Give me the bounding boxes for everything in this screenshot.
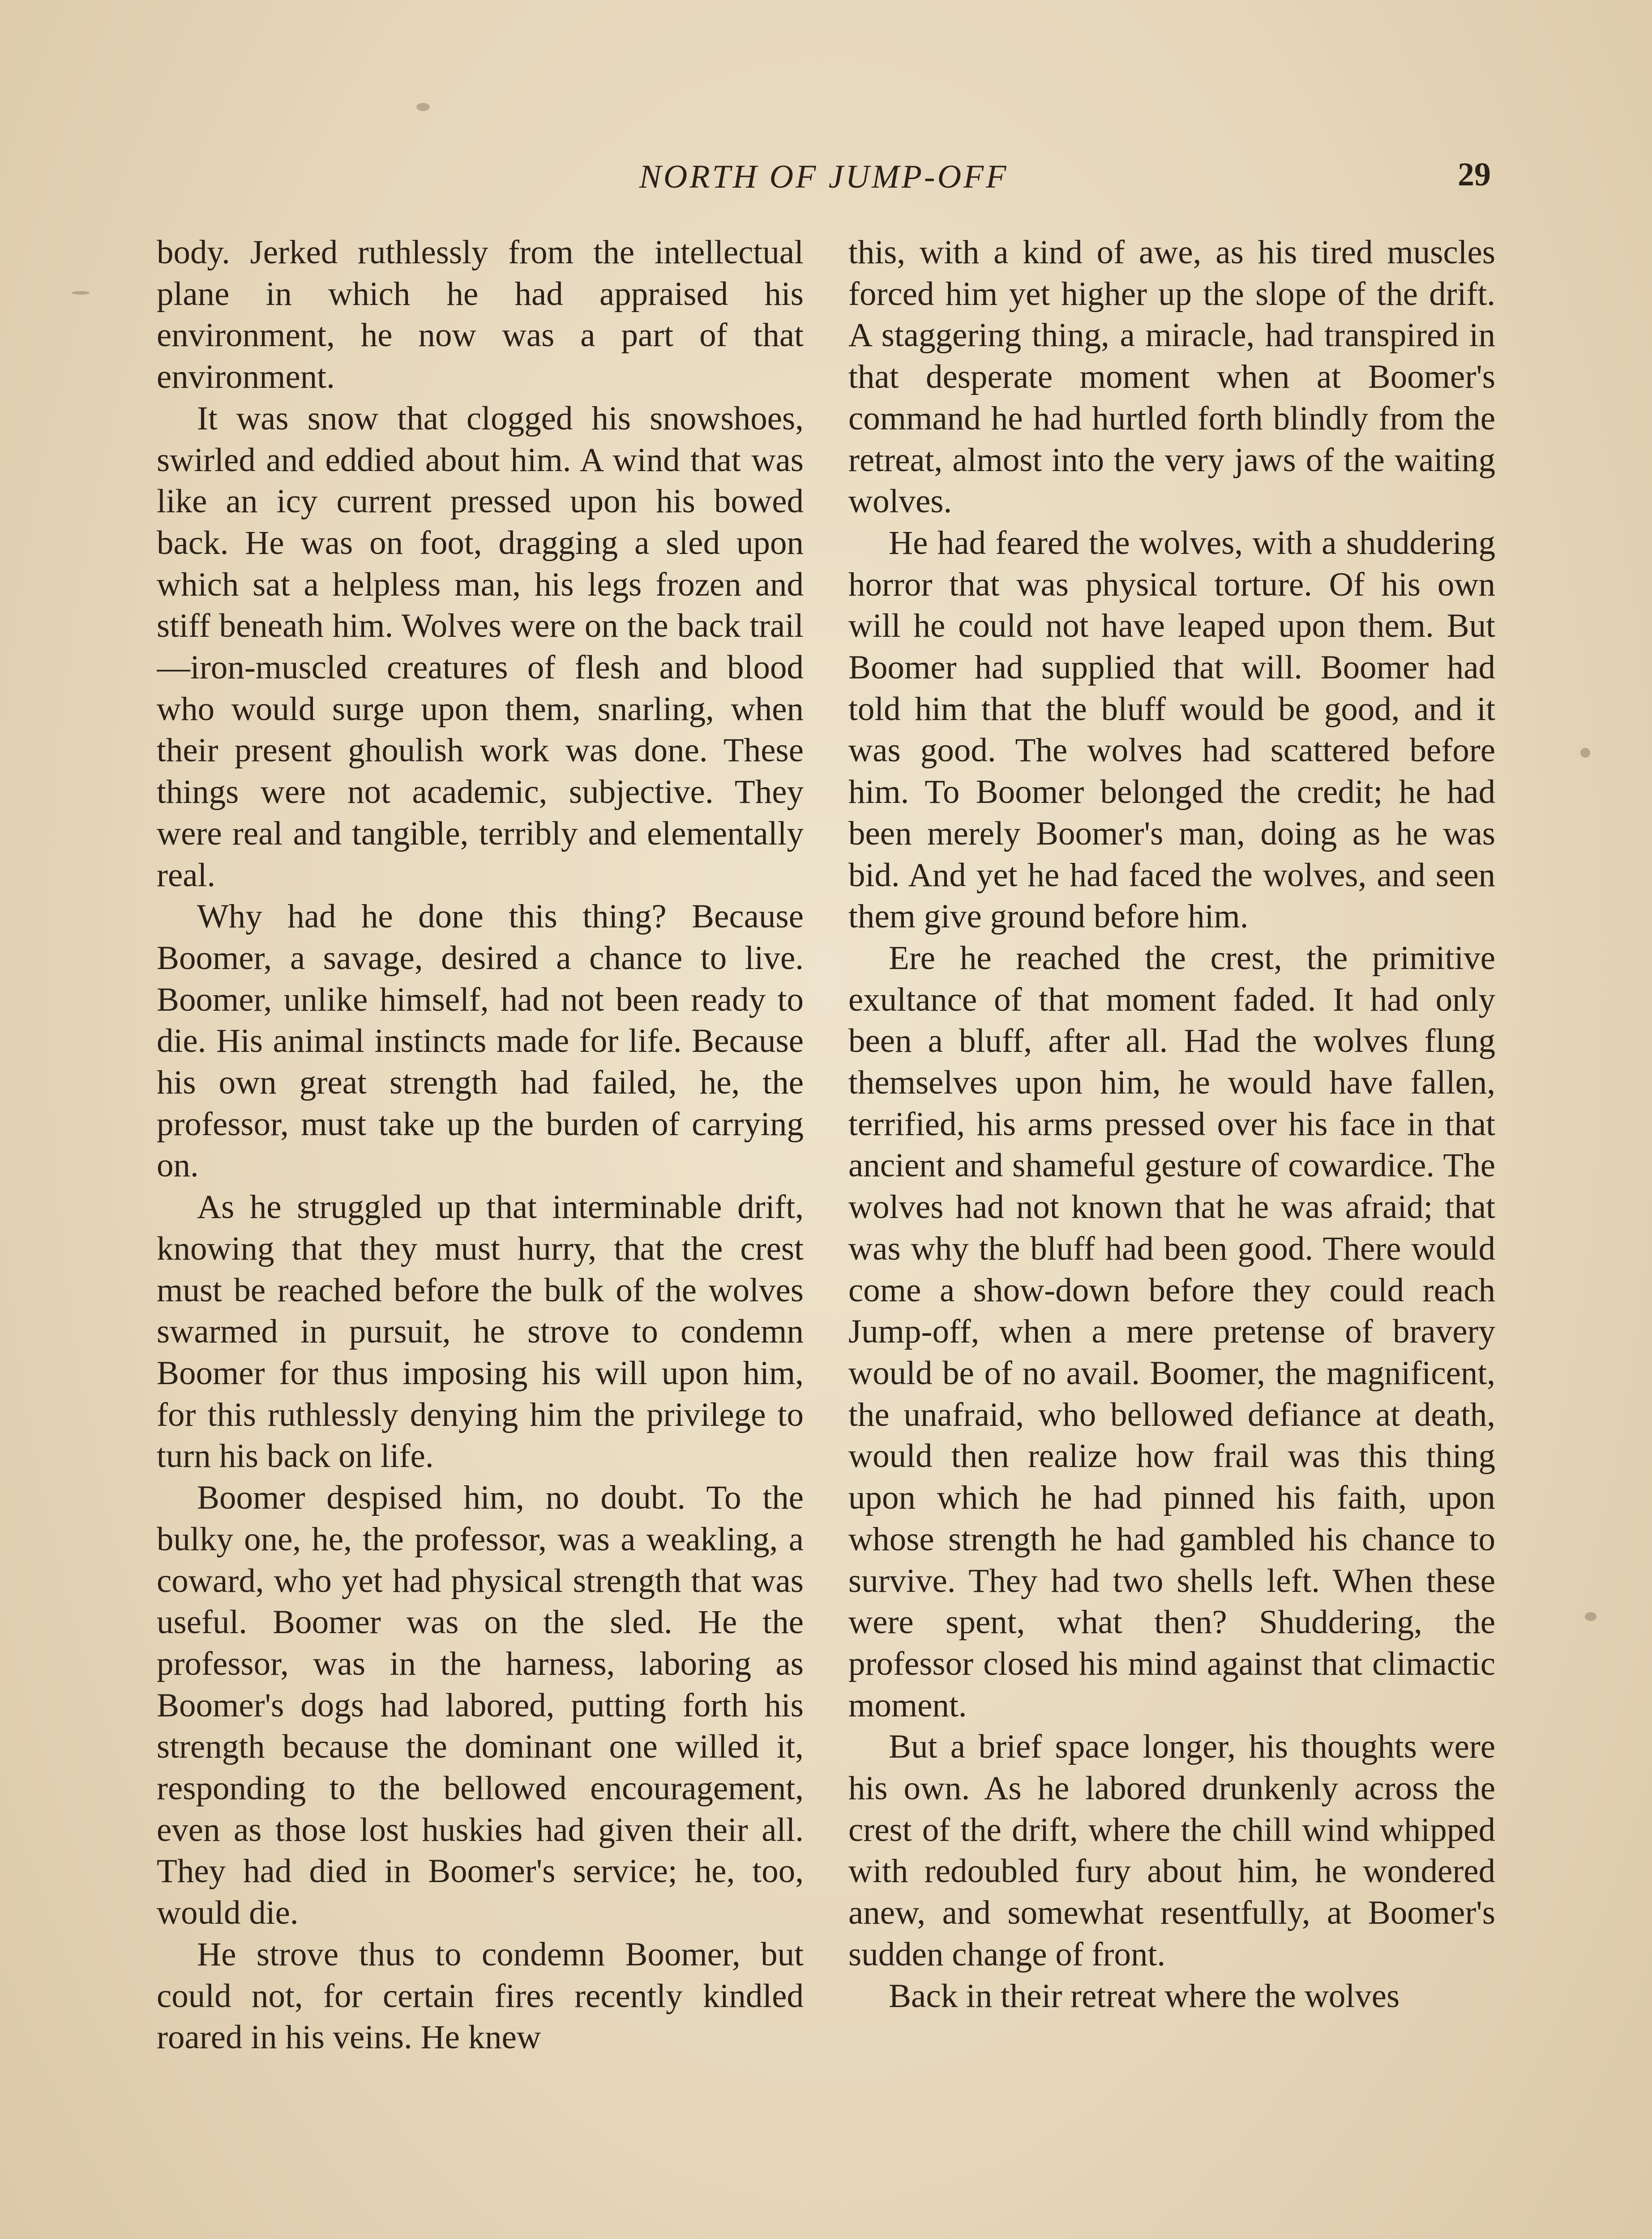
running-title: NORTH OF JUMP-OFF: [639, 159, 1009, 195]
paragraph: As he struggled up that interminable drift, knowing that they must hurry, that the crest must be reached before the bulk of the wolves swarmed in pursuit, he strove to condemn Boomer for thus imposing his will upon him, for this ruthlessly denying him the privilege to turn his back on life.: [157, 1188, 804, 1475]
paper-speck: [72, 291, 90, 295]
paragraph: this, with a kind of awe, as his tired muscles forced him yet higher up the slope of the drift. A staggering thing, a miracle, had transpired in that desperate moment when at Boomer's command he had hurtled forth blindly from the retreat, almost into the very jaws of the waiting wolves.: [848, 234, 1495, 520]
paragraph: He had feared the wolves, with a shuddering horror that was physical torture. Of his own will he could not have leaped upon them. But Boomer had supplied that will. Boomer had told him that the bluff would be good, and it was good. The wolves had scattered before him. To Boomer belonged the credit; he had been merely Boomer's man, doing as he was bid. And yet he had faced the wolves, and seen them give ground before him.: [848, 524, 1495, 935]
paper-speck: [1580, 748, 1590, 758]
paragraph: Back in their retreat where the wolves: [889, 1977, 1400, 2015]
left-column: [157, 232, 804, 2239]
paragraph: It was snow that clogged his snowshoes, swirled and eddied about him. A wind that was like an icy current pressed upon his bowed back. He was on foot, dragging a sled upon which sat a helpless man, his legs frozen and stiff beneath him. Wolves were on the back trail—iron-muscled creatures of flesh and blood who would surge upon them, snarling, when their present ghoulish work was done. These things were not academic, subjective. They were real and tangible, terribly and elementally real.: [157, 399, 804, 894]
right-column: [848, 232, 1495, 2239]
text-columns: [157, 232, 1495, 2239]
paper-speck: [416, 103, 430, 111]
page-number: 29: [1458, 156, 1491, 193]
paragraph: body. Jerked ruthlessly from the intellectual plane in which he had appraised his environment, he now was a part of that environment.: [157, 234, 804, 396]
running-head: [157, 152, 1491, 202]
paragraph: Boomer despised him, no doubt. To the bulky one, he, the professor, was a weakling, a coward, who yet had physical strength that was useful. Boomer was on the sled. He the professor, was in the harness, laboring as Boomer's dogs had labored, putting forth his strength because the dominant one willed it, responding to the bellowed encouragement, even as those lost huskies had given their all. They had died in Boomer's service; he, too, would die.: [157, 1479, 804, 1932]
paragraph: But a brief space longer, his thoughts were his own. As he labored drunkenly across the crest of the drift, where the chill wind whipped with redoubled fury about him, he wondered anew, and somewhat resentfully, at Boomer's sudden change of front.: [848, 1728, 1495, 1973]
paragraph: Why had he done this thing? Because Boomer, a savage, desired a chance to live. Boomer, unlike himself, had not been ready to die. His animal instincts made for life. Because his own great strength had failed, he, the professor, must take up the burden of carrying on.: [157, 898, 804, 1184]
paragraph: He strove thus to condemn Boomer, but could not, for certain fires recently kindled roared in his veins. He knew: [157, 1935, 804, 2056]
paragraph: Ere he reached the crest, the primitive exultance of that moment faded. It had only been a bluff, after all. Had the wolves flung themselves upon him, he would have fallen, terrified, his arms pressed over his face in that ancient and shameful gesture of cowardice. The wolves had not known that he was afraid; that was why the bluff had been good. There would come a show-down before they could reach Jump-off, when a mere pretense of bravery would be of no avail. Boomer, the magnificent, the unafraid, who bellowed defiance at death, would then realize how frail was this thing upon which he had pinned his faith, upon whose strength he had gambled his chance to survive. They had two shells left. When these were spent, what then? Shuddering, the professor closed his mind against that climactic moment.: [848, 939, 1495, 1724]
paper-speck: [1585, 1612, 1596, 1621]
